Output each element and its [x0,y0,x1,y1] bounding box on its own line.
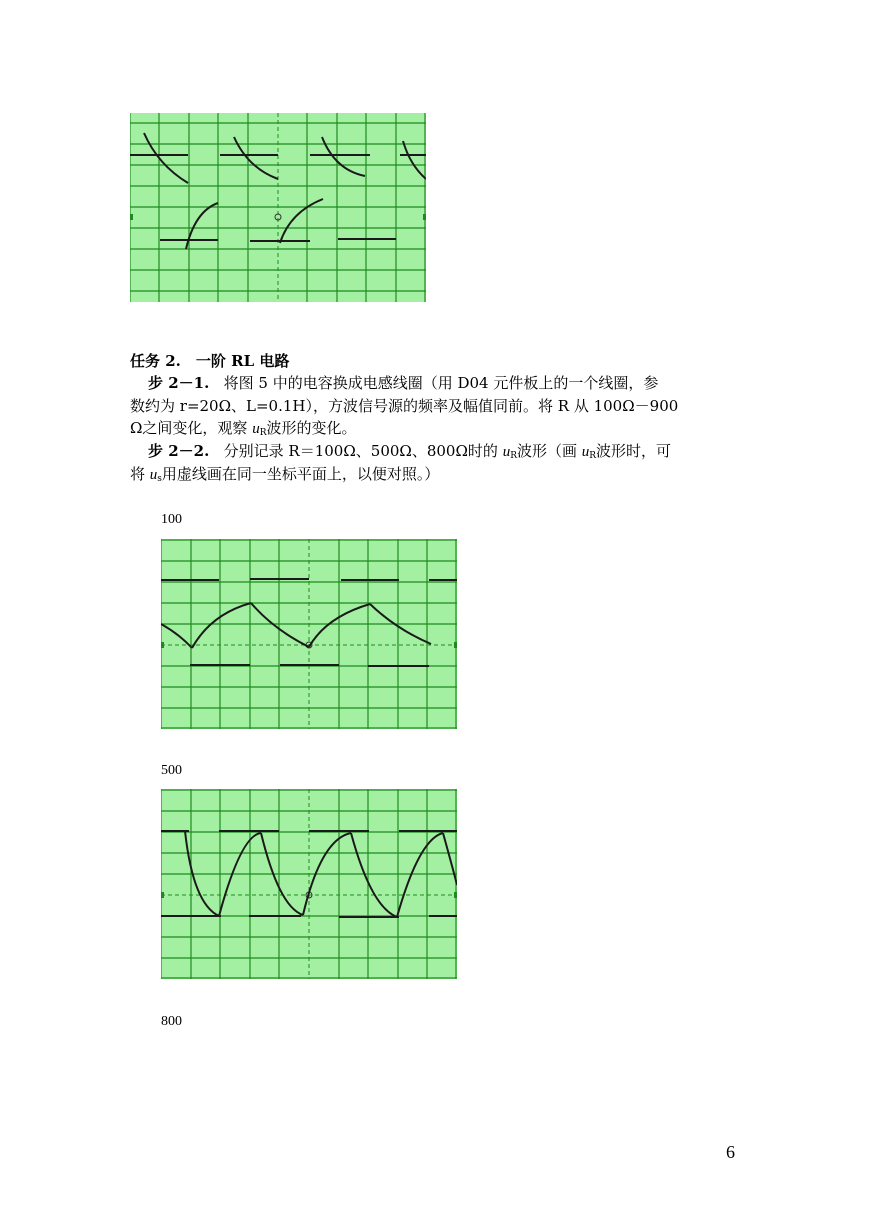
symbol-u: u [149,467,158,483]
step2-text-line1-pre: 分别记录 R＝100Ω、500Ω、800Ω时的 [223,442,503,460]
figure-label-100: 100 [161,512,182,527]
step1-text-line3-post: 波形的变化。 [266,419,357,437]
task-heading: 任务 2. 一阶 RL 电路 [130,352,290,370]
oscilloscope-grid-500 [161,789,457,979]
step1-text-line3-pre: Ω之间变化，观察 [130,419,253,437]
symbol-u: u [502,444,511,460]
step2-text-line1-mid: 波形（画 [516,442,582,460]
symbol-u: u [252,421,260,437]
figure-label-500: 500 [161,763,182,778]
step1-line1 [148,373,658,394]
step1-text-line1: 将图 5 中的电容换成电感线圈（用 D04 元件板上的一个线圈，参 [223,374,659,392]
symbol-sub-r: R [259,428,267,438]
page-number: 6 [726,1142,735,1162]
oscilloscope-figure-top [130,113,426,302]
symbol-sub-s: s [157,474,162,484]
oscilloscope-figure-100 [161,539,457,729]
oscilloscope-grid-top [130,113,426,302]
step1-label: 步 2－1. [148,374,210,392]
step2-text-line1-post: 波形时，可 [596,442,672,460]
symbol-u: u [581,444,590,460]
step2-text-line2-pre: 将 [130,465,150,483]
step2-label: 步 2－2. [148,442,210,460]
step2-line2 [130,464,439,490]
symbol-sub-r: R [510,451,517,461]
oscilloscope-grid-100 [161,539,457,729]
figure-label-800: 800 [161,1014,182,1029]
oscilloscope-figure-500 [161,789,457,979]
step1-text-line2: 数约为 r=20Ω、L=0.1H），方波信号源的频率及幅值同前。将 R 从 100Ω－900 [130,397,679,415]
symbol-sub-r: R [589,451,597,461]
step2-text-line2-post: 用虚线画在同一坐标平面上，以便对照。） [161,465,440,483]
